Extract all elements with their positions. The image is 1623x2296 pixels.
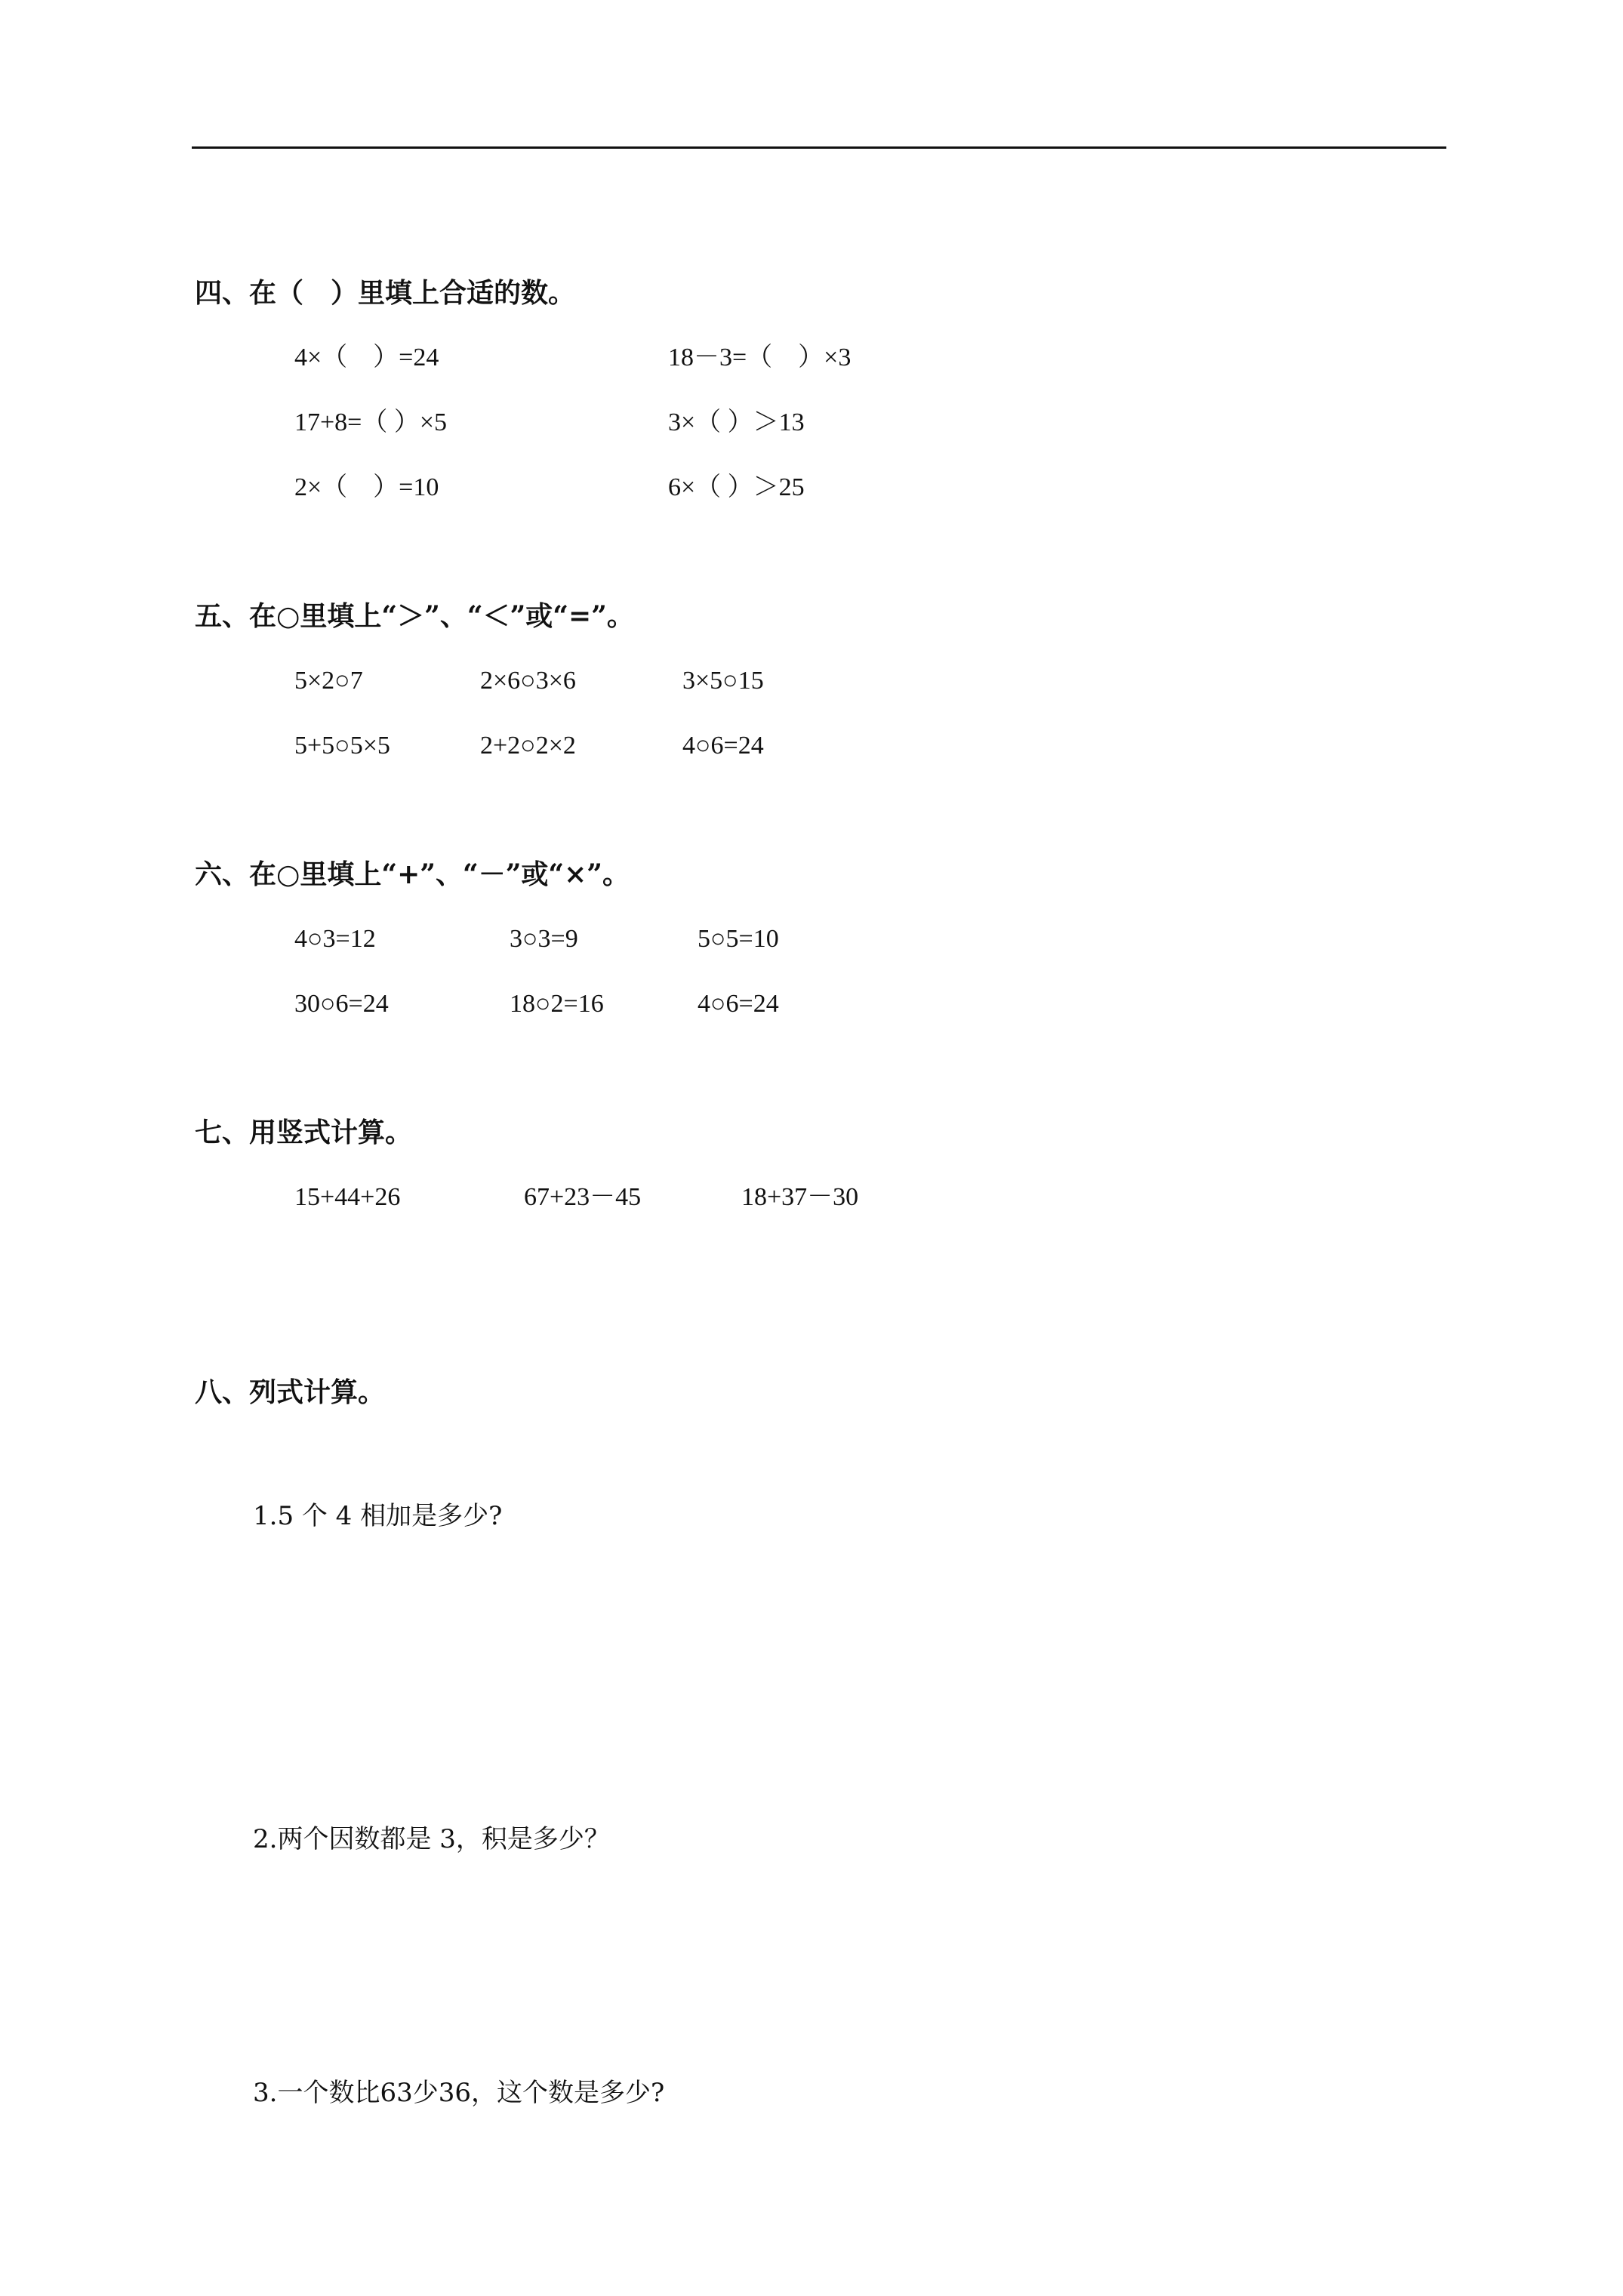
section-8-title: 八、列式计算。 [195, 1376, 386, 1408]
fill-blank-item: 2×（ ）=10 [294, 473, 439, 501]
fill-blank-item: 4×（ ）=24 [294, 344, 439, 371]
vertical-calc-item: 18+37－30 [741, 1183, 859, 1211]
operator-item: 4○6=24 [698, 990, 779, 1018]
word-problem-3: 3.一个数比63少36，这个数是多少? [253, 2078, 665, 2108]
compare-item: 4○6=24 [682, 732, 764, 760]
section-5-title: 五、在○里填上“＞”、“＜”或“=”。 [195, 600, 634, 632]
vertical-calc-item: 67+23－45 [524, 1183, 642, 1211]
operator-item: 4○3=12 [294, 925, 376, 953]
fill-blank-item: 18－3=（ ）×3 [668, 344, 852, 371]
compare-item: 5+5○5×5 [294, 732, 390, 760]
fill-blank-item: 17+8=（ ）×5 [294, 408, 448, 436]
section-6-title: 六、在○里填上“+”、“－”或“×”。 [195, 858, 630, 890]
operator-item: 5○5=10 [698, 925, 779, 953]
operator-item: 30○6=24 [294, 990, 389, 1018]
fill-blank-item: 6×（ ）＞25 [668, 473, 805, 501]
operator-item: 3○3=9 [510, 925, 578, 953]
word-problem-2: 2.两个因数都是 3，积是多少？ [253, 1824, 610, 1854]
word-problem-1: 1.5 个 4 相加是多少? [253, 1501, 503, 1531]
compare-item: 5×2○7 [294, 667, 363, 695]
section-7-title: 七、用竖式计算。 [195, 1117, 413, 1148]
compare-item: 2+2○2×2 [480, 732, 576, 760]
header-rule [192, 146, 1446, 149]
vertical-calc-item: 15+44+26 [294, 1183, 401, 1211]
compare-item: 2×6○3×6 [480, 667, 576, 695]
compare-item: 3×5○15 [682, 667, 764, 695]
fill-blank-item: 3×（ ）＞13 [668, 408, 805, 436]
operator-item: 18○2=16 [510, 990, 604, 1018]
section-4-title: 四、在（ ）里填上合适的数。 [195, 277, 576, 309]
